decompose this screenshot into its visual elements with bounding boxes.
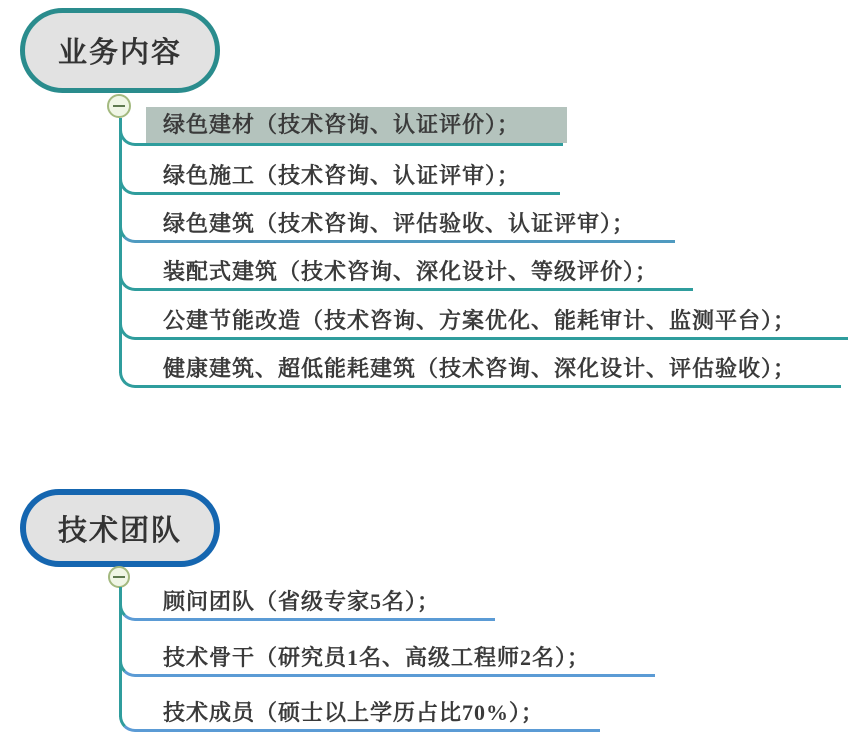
root-node-label: 业务内容 [57, 37, 182, 69]
root-node-tech-team[interactable] [20, 489, 220, 567]
branch-trunk-business [119, 118, 122, 373]
collapse-toggle-business[interactable] [107, 94, 131, 118]
branch-topic-green-construction[interactable]: 绿色施工（技术咨询、认证评审）； [163, 163, 521, 188]
root-node-business-content[interactable] [20, 8, 220, 93]
branch-topic-tech-backbone[interactable]: 技术骨干（研究员1名、高级工程师2名）； [163, 645, 591, 670]
collapse-minus-icon [113, 105, 125, 107]
branch-topic-prefab-building[interactable]: 装配式建筑（技术咨询、深化设计、等级评价）； [163, 259, 659, 284]
root-node-label: 技术团队 [57, 514, 182, 547]
branch-topic-advisor-team[interactable]: 顾问团队（省级专家5名）； [163, 589, 441, 614]
branch-topic-green-building[interactable]: 绿色建筑（技术咨询、评估验收、认证评审）； [163, 211, 636, 236]
collapse-toggle-tech-team[interactable] [108, 566, 130, 588]
branch-topic-tech-members[interactable]: 技术成员（硕士以上学历占比70%）； [163, 700, 545, 725]
branch-topic-healthy-building[interactable]: 健康建筑、超低能耗建筑（技术咨询、深化设计、评估验收）； [163, 356, 797, 381]
branch-topic-energy-retrofit[interactable]: 公建节能改造（技术咨询、方案优化、能耗审计、监测平台）； [163, 308, 797, 333]
branch-topic-green-materials[interactable]: 绿色建材（技术咨询、认证评价）； [146, 107, 567, 143]
collapse-minus-icon [113, 576, 125, 578]
